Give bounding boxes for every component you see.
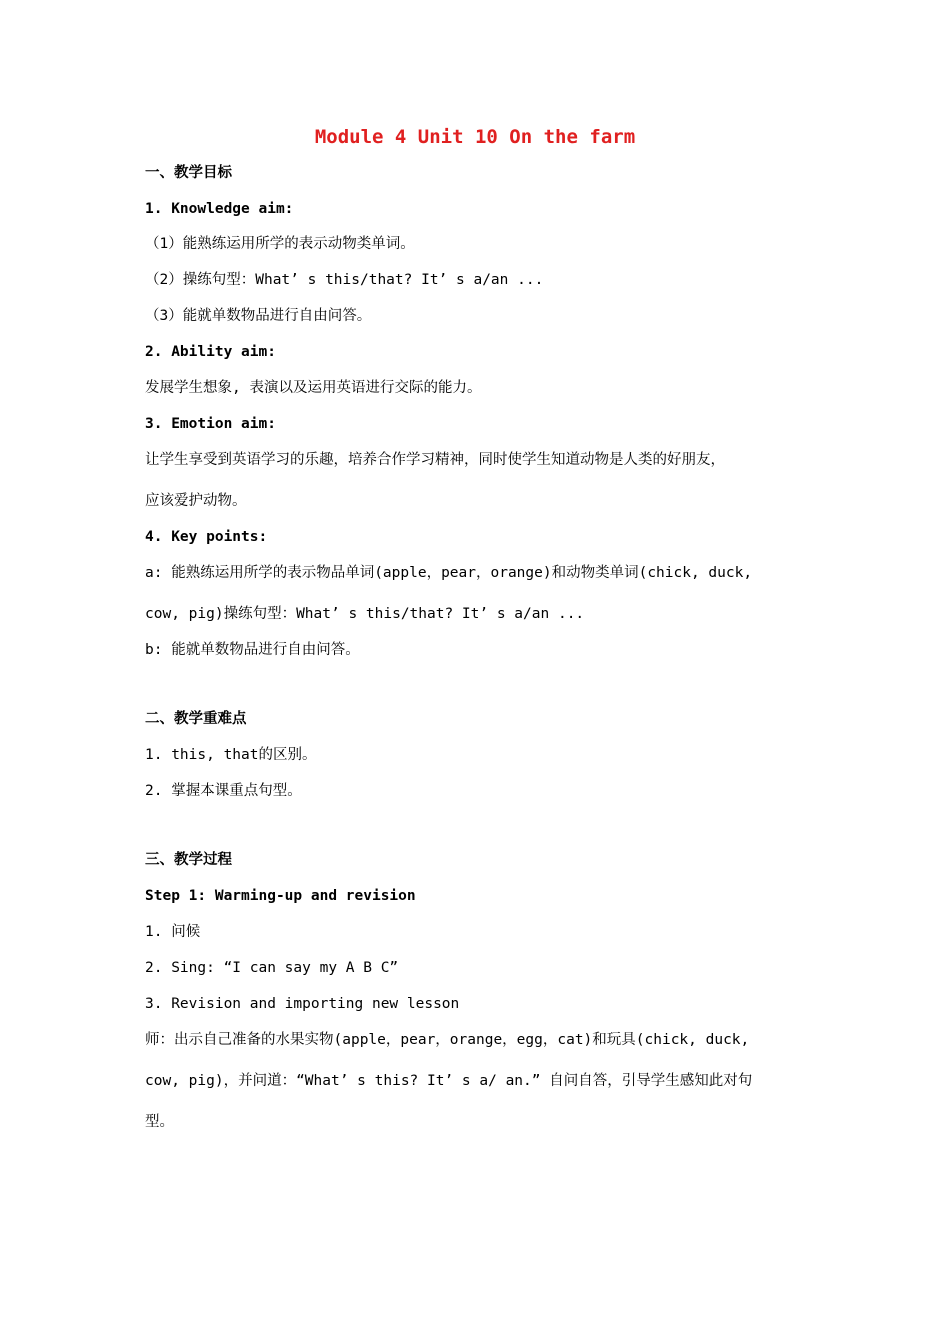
section-heading-key-difficult: 二、教学重难点 bbox=[145, 711, 247, 727]
section-heading-objectives: 一、教学目标 bbox=[145, 165, 232, 181]
emotion-aim-text-2: 应该爱护动物。 bbox=[145, 493, 247, 509]
teacher-text-1: 师：出示自己准备的水果实物(apple，pear，orange，egg，cat)和玩具(chick, duck, bbox=[145, 1032, 750, 1048]
teacher-text-2: cow, pig)，并问道：“What’ s this? It’ s a/ an.” 自问自答，引导学生感知此对句 bbox=[145, 1073, 753, 1089]
key-difficult-item-2: 2. 掌握本课重点句型。 bbox=[145, 783, 302, 799]
knowledge-aim-heading: 1. Knowledge aim: bbox=[145, 201, 294, 217]
step1-item-1: 1. 问候 bbox=[145, 924, 201, 940]
document-title: Module 4 Unit 10 On the farm bbox=[314, 126, 636, 148]
teacher-text-3: 型。 bbox=[145, 1114, 174, 1130]
key-points-heading: 4. Key points: bbox=[145, 529, 268, 545]
ability-aim-text: 发展学生想象, 表演以及运用英语进行交际的能力。 bbox=[145, 380, 482, 396]
ability-aim-heading: 2. Ability aim: bbox=[145, 344, 276, 360]
key-point-a-2: cow, pig)操练句型：What’ s this/that? It’ s a/an ... bbox=[145, 606, 585, 622]
knowledge-item-1: （1）能熟练运用所学的表示动物类单词。 bbox=[145, 236, 415, 252]
step1-item-3: 3. Revision and importing new lesson bbox=[145, 996, 460, 1012]
step1-item-2: 2. Sing: “I can say my A B C” bbox=[145, 960, 399, 976]
key-point-a-1: a: 能熟练运用所学的表示物品单词(apple，pear，orange)和动物类单词(chick, duck, bbox=[145, 565, 753, 581]
emotion-aim-heading: 3. Emotion aim: bbox=[145, 416, 276, 432]
step1-heading: Step 1: Warming-up and revision bbox=[145, 888, 416, 904]
key-point-b: b: 能就单数物品进行自由问答。 bbox=[145, 642, 360, 658]
section-heading-process: 三、教学过程 bbox=[145, 852, 232, 868]
key-difficult-item-1: 1. this, that的区别。 bbox=[145, 747, 317, 763]
knowledge-item-3: （3）能就单数物品进行自由问答。 bbox=[145, 308, 372, 324]
emotion-aim-text-1: 让学生享受到英语学习的乐趣，培养合作学习精神，同时使学生知道动物是人类的好朋友， bbox=[145, 452, 725, 468]
knowledge-item-2: （2）操练句型：What’ s this/that? It’ s a/an ... bbox=[145, 272, 544, 288]
